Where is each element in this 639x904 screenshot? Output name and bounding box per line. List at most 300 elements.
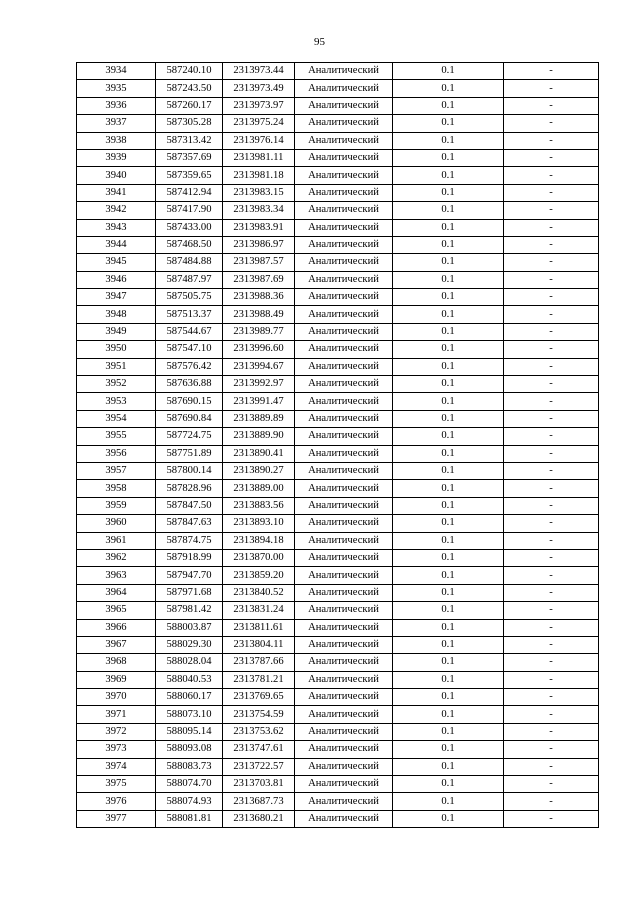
accuracy-cell: 0.1 xyxy=(393,776,504,793)
point-number-cell: 3950 xyxy=(77,341,156,358)
table-row xyxy=(77,358,599,375)
note-cell: - xyxy=(504,97,599,114)
point-number-cell: 3972 xyxy=(77,723,156,740)
accuracy-cell: 0.1 xyxy=(393,515,504,532)
note-cell: - xyxy=(504,776,599,793)
x-coordinate-cell: 587433.00 xyxy=(156,219,223,236)
accuracy-cell: 0.1 xyxy=(393,741,504,758)
point-number-cell: 3961 xyxy=(77,532,156,549)
y-coordinate-cell: 2313987.57 xyxy=(223,254,295,271)
x-coordinate-cell: 587243.50 xyxy=(156,80,223,97)
note-cell: - xyxy=(504,654,599,671)
accuracy-cell: 0.1 xyxy=(393,289,504,306)
x-coordinate-cell: 587971.68 xyxy=(156,584,223,601)
x-coordinate-cell: 588073.10 xyxy=(156,706,223,723)
point-number-cell: 3977 xyxy=(77,810,156,827)
point-number-cell: 3953 xyxy=(77,393,156,410)
point-number-cell: 3960 xyxy=(77,515,156,532)
method-cell: Аналитический xyxy=(295,758,393,775)
table-row xyxy=(77,184,599,201)
note-cell: - xyxy=(504,567,599,584)
method-cell: Аналитический xyxy=(295,602,393,619)
accuracy-cell: 0.1 xyxy=(393,393,504,410)
table-row xyxy=(77,567,599,584)
point-number-cell: 3969 xyxy=(77,671,156,688)
y-coordinate-cell: 2313811.61 xyxy=(223,619,295,636)
point-number-cell: 3946 xyxy=(77,271,156,288)
accuracy-cell: 0.1 xyxy=(393,758,504,775)
y-coordinate-cell: 2313973.97 xyxy=(223,97,295,114)
table-row xyxy=(77,480,599,497)
method-cell: Аналитический xyxy=(295,515,393,532)
method-cell: Аналитический xyxy=(295,619,393,636)
table-row xyxy=(77,63,599,80)
method-cell: Аналитический xyxy=(295,254,393,271)
x-coordinate-cell: 587513.37 xyxy=(156,306,223,323)
table-row xyxy=(77,167,599,184)
y-coordinate-cell: 2313840.52 xyxy=(223,584,295,601)
y-coordinate-cell: 2313889.90 xyxy=(223,428,295,445)
y-coordinate-cell: 2313986.97 xyxy=(223,236,295,253)
x-coordinate-cell: 587240.10 xyxy=(156,63,223,80)
note-cell: - xyxy=(504,149,599,166)
point-number-cell: 3951 xyxy=(77,358,156,375)
method-cell: Аналитический xyxy=(295,289,393,306)
table-row xyxy=(77,515,599,532)
y-coordinate-cell: 2313890.27 xyxy=(223,462,295,479)
method-cell: Аналитический xyxy=(295,97,393,114)
table-row xyxy=(77,723,599,740)
accuracy-cell: 0.1 xyxy=(393,202,504,219)
note-cell: - xyxy=(504,619,599,636)
note-cell: - xyxy=(504,271,599,288)
coordinates-table-body xyxy=(77,63,599,828)
x-coordinate-cell: 587576.42 xyxy=(156,358,223,375)
accuracy-cell: 0.1 xyxy=(393,358,504,375)
x-coordinate-cell: 588081.81 xyxy=(156,810,223,827)
y-coordinate-cell: 2313753.62 xyxy=(223,723,295,740)
note-cell: - xyxy=(504,376,599,393)
accuracy-cell: 0.1 xyxy=(393,462,504,479)
x-coordinate-cell: 587874.75 xyxy=(156,532,223,549)
table-row xyxy=(77,306,599,323)
table-row xyxy=(77,671,599,688)
point-number-cell: 3971 xyxy=(77,706,156,723)
accuracy-cell: 0.1 xyxy=(393,567,504,584)
method-cell: Аналитический xyxy=(295,115,393,132)
x-coordinate-cell: 587947.70 xyxy=(156,567,223,584)
y-coordinate-cell: 2313703.81 xyxy=(223,776,295,793)
point-number-cell: 3939 xyxy=(77,149,156,166)
accuracy-cell: 0.1 xyxy=(393,149,504,166)
method-cell: Аналитический xyxy=(295,584,393,601)
point-number-cell: 3966 xyxy=(77,619,156,636)
accuracy-cell: 0.1 xyxy=(393,341,504,358)
note-cell: - xyxy=(504,810,599,827)
x-coordinate-cell: 587690.15 xyxy=(156,393,223,410)
accuracy-cell: 0.1 xyxy=(393,254,504,271)
note-cell: - xyxy=(504,341,599,358)
accuracy-cell: 0.1 xyxy=(393,80,504,97)
y-coordinate-cell: 2313983.15 xyxy=(223,184,295,201)
note-cell: - xyxy=(504,254,599,271)
table-row xyxy=(77,549,599,566)
method-cell: Аналитический xyxy=(295,549,393,566)
table-row xyxy=(77,271,599,288)
accuracy-cell: 0.1 xyxy=(393,584,504,601)
table-row xyxy=(77,532,599,549)
point-number-cell: 3949 xyxy=(77,323,156,340)
y-coordinate-cell: 2313894.18 xyxy=(223,532,295,549)
point-number-cell: 3954 xyxy=(77,410,156,427)
y-coordinate-cell: 2313787.66 xyxy=(223,654,295,671)
point-number-cell: 3938 xyxy=(77,132,156,149)
accuracy-cell: 0.1 xyxy=(393,532,504,549)
x-coordinate-cell: 587724.75 xyxy=(156,428,223,445)
point-number-cell: 3941 xyxy=(77,184,156,201)
method-cell: Аналитический xyxy=(295,358,393,375)
note-cell: - xyxy=(504,480,599,497)
note-cell: - xyxy=(504,462,599,479)
accuracy-cell: 0.1 xyxy=(393,497,504,514)
y-coordinate-cell: 2313973.49 xyxy=(223,80,295,97)
table-row xyxy=(77,97,599,114)
x-coordinate-cell: 588074.70 xyxy=(156,776,223,793)
point-number-cell: 3975 xyxy=(77,776,156,793)
point-number-cell: 3956 xyxy=(77,445,156,462)
point-number-cell: 3965 xyxy=(77,602,156,619)
method-cell: Аналитический xyxy=(295,149,393,166)
accuracy-cell: 0.1 xyxy=(393,219,504,236)
method-cell: Аналитический xyxy=(295,532,393,549)
table-row xyxy=(77,289,599,306)
note-cell: - xyxy=(504,323,599,340)
y-coordinate-cell: 2313870.00 xyxy=(223,549,295,566)
method-cell: Аналитический xyxy=(295,271,393,288)
method-cell: Аналитический xyxy=(295,654,393,671)
table-row xyxy=(77,706,599,723)
method-cell: Аналитический xyxy=(295,341,393,358)
method-cell: Аналитический xyxy=(295,63,393,80)
table-row xyxy=(77,393,599,410)
accuracy-cell: 0.1 xyxy=(393,236,504,253)
x-coordinate-cell: 588060.17 xyxy=(156,689,223,706)
y-coordinate-cell: 2313890.41 xyxy=(223,445,295,462)
table-row xyxy=(77,323,599,340)
y-coordinate-cell: 2313996.60 xyxy=(223,341,295,358)
y-coordinate-cell: 2313754.59 xyxy=(223,706,295,723)
accuracy-cell: 0.1 xyxy=(393,654,504,671)
accuracy-cell: 0.1 xyxy=(393,810,504,827)
table-row xyxy=(77,602,599,619)
method-cell: Аналитический xyxy=(295,445,393,462)
y-coordinate-cell: 2313992.97 xyxy=(223,376,295,393)
method-cell: Аналитический xyxy=(295,776,393,793)
method-cell: Аналитический xyxy=(295,167,393,184)
x-coordinate-cell: 588028.04 xyxy=(156,654,223,671)
table-row xyxy=(77,810,599,827)
method-cell: Аналитический xyxy=(295,428,393,445)
note-cell: - xyxy=(504,80,599,97)
x-coordinate-cell: 587313.42 xyxy=(156,132,223,149)
method-cell: Аналитический xyxy=(295,323,393,340)
note-cell: - xyxy=(504,758,599,775)
x-coordinate-cell: 587800.14 xyxy=(156,462,223,479)
note-cell: - xyxy=(504,706,599,723)
method-cell: Аналитический xyxy=(295,80,393,97)
x-coordinate-cell: 587468.50 xyxy=(156,236,223,253)
x-coordinate-cell: 588003.87 xyxy=(156,619,223,636)
method-cell: Аналитический xyxy=(295,393,393,410)
point-number-cell: 3937 xyxy=(77,115,156,132)
y-coordinate-cell: 2313983.34 xyxy=(223,202,295,219)
point-number-cell: 3944 xyxy=(77,236,156,253)
table-row xyxy=(77,149,599,166)
method-cell: Аналитический xyxy=(295,184,393,201)
table-row xyxy=(77,376,599,393)
accuracy-cell: 0.1 xyxy=(393,549,504,566)
table-row xyxy=(77,758,599,775)
x-coordinate-cell: 588040.53 xyxy=(156,671,223,688)
accuracy-cell: 0.1 xyxy=(393,184,504,201)
point-number-cell: 3962 xyxy=(77,549,156,566)
point-number-cell: 3947 xyxy=(77,289,156,306)
y-coordinate-cell: 2313889.89 xyxy=(223,410,295,427)
accuracy-cell: 0.1 xyxy=(393,132,504,149)
point-number-cell: 3963 xyxy=(77,567,156,584)
coordinates-table xyxy=(76,62,599,828)
table-row xyxy=(77,219,599,236)
note-cell: - xyxy=(504,202,599,219)
accuracy-cell: 0.1 xyxy=(393,97,504,114)
table-row xyxy=(77,462,599,479)
accuracy-cell: 0.1 xyxy=(393,376,504,393)
method-cell: Аналитический xyxy=(295,706,393,723)
x-coordinate-cell: 587847.50 xyxy=(156,497,223,514)
x-coordinate-cell: 587544.67 xyxy=(156,323,223,340)
accuracy-cell: 0.1 xyxy=(393,706,504,723)
point-number-cell: 3940 xyxy=(77,167,156,184)
y-coordinate-cell: 2313889.00 xyxy=(223,480,295,497)
y-coordinate-cell: 2313983.91 xyxy=(223,219,295,236)
table-row xyxy=(77,236,599,253)
method-cell: Аналитический xyxy=(295,497,393,514)
x-coordinate-cell: 588083.73 xyxy=(156,758,223,775)
method-cell: Аналитический xyxy=(295,480,393,497)
table-row xyxy=(77,80,599,97)
point-number-cell: 3959 xyxy=(77,497,156,514)
method-cell: Аналитический xyxy=(295,306,393,323)
accuracy-cell: 0.1 xyxy=(393,271,504,288)
x-coordinate-cell: 588095.14 xyxy=(156,723,223,740)
x-coordinate-cell: 587357.69 xyxy=(156,149,223,166)
accuracy-cell: 0.1 xyxy=(393,689,504,706)
accuracy-cell: 0.1 xyxy=(393,428,504,445)
note-cell: - xyxy=(504,236,599,253)
x-coordinate-cell: 587505.75 xyxy=(156,289,223,306)
y-coordinate-cell: 2313680.21 xyxy=(223,810,295,827)
point-number-cell: 3973 xyxy=(77,741,156,758)
table-row xyxy=(77,497,599,514)
table-row xyxy=(77,741,599,758)
x-coordinate-cell: 587847.63 xyxy=(156,515,223,532)
table-row xyxy=(77,202,599,219)
table-row xyxy=(77,654,599,671)
y-coordinate-cell: 2313747.61 xyxy=(223,741,295,758)
y-coordinate-cell: 2313981.11 xyxy=(223,149,295,166)
x-coordinate-cell: 587412.94 xyxy=(156,184,223,201)
y-coordinate-cell: 2313883.56 xyxy=(223,497,295,514)
point-number-cell: 3964 xyxy=(77,584,156,601)
method-cell: Аналитический xyxy=(295,376,393,393)
method-cell: Аналитический xyxy=(295,671,393,688)
point-number-cell: 3942 xyxy=(77,202,156,219)
y-coordinate-cell: 2313981.18 xyxy=(223,167,295,184)
accuracy-cell: 0.1 xyxy=(393,445,504,462)
x-coordinate-cell: 587547.10 xyxy=(156,341,223,358)
note-cell: - xyxy=(504,671,599,688)
note-cell: - xyxy=(504,167,599,184)
method-cell: Аналитический xyxy=(295,567,393,584)
accuracy-cell: 0.1 xyxy=(393,602,504,619)
note-cell: - xyxy=(504,132,599,149)
note-cell: - xyxy=(504,741,599,758)
accuracy-cell: 0.1 xyxy=(393,323,504,340)
note-cell: - xyxy=(504,115,599,132)
method-cell: Аналитический xyxy=(295,741,393,758)
y-coordinate-cell: 2313893.10 xyxy=(223,515,295,532)
accuracy-cell: 0.1 xyxy=(393,115,504,132)
accuracy-cell: 0.1 xyxy=(393,63,504,80)
accuracy-cell: 0.1 xyxy=(393,306,504,323)
note-cell: - xyxy=(504,306,599,323)
method-cell: Аналитический xyxy=(295,132,393,149)
accuracy-cell: 0.1 xyxy=(393,671,504,688)
point-number-cell: 3976 xyxy=(77,793,156,810)
y-coordinate-cell: 2313988.36 xyxy=(223,289,295,306)
method-cell: Аналитический xyxy=(295,636,393,653)
table-row xyxy=(77,636,599,653)
accuracy-cell: 0.1 xyxy=(393,723,504,740)
point-number-cell: 3968 xyxy=(77,654,156,671)
x-coordinate-cell: 587690.84 xyxy=(156,410,223,427)
note-cell: - xyxy=(504,723,599,740)
y-coordinate-cell: 2313987.69 xyxy=(223,271,295,288)
y-coordinate-cell: 2313769.65 xyxy=(223,689,295,706)
table-row xyxy=(77,428,599,445)
note-cell: - xyxy=(504,602,599,619)
y-coordinate-cell: 2313994.67 xyxy=(223,358,295,375)
method-cell: Аналитический xyxy=(295,793,393,810)
x-coordinate-cell: 587751.89 xyxy=(156,445,223,462)
point-number-cell: 3934 xyxy=(77,63,156,80)
note-cell: - xyxy=(504,636,599,653)
accuracy-cell: 0.1 xyxy=(393,793,504,810)
table-row xyxy=(77,410,599,427)
note-cell: - xyxy=(504,428,599,445)
note-cell: - xyxy=(504,184,599,201)
x-coordinate-cell: 588093.08 xyxy=(156,741,223,758)
note-cell: - xyxy=(504,219,599,236)
method-cell: Аналитический xyxy=(295,219,393,236)
y-coordinate-cell: 2313804.11 xyxy=(223,636,295,653)
y-coordinate-cell: 2313722.57 xyxy=(223,758,295,775)
method-cell: Аналитический xyxy=(295,236,393,253)
x-coordinate-cell: 588074.93 xyxy=(156,793,223,810)
accuracy-cell: 0.1 xyxy=(393,619,504,636)
table-row xyxy=(77,341,599,358)
note-cell: - xyxy=(504,358,599,375)
note-cell: - xyxy=(504,515,599,532)
x-coordinate-cell: 587305.28 xyxy=(156,115,223,132)
note-cell: - xyxy=(504,584,599,601)
y-coordinate-cell: 2313973.44 xyxy=(223,63,295,80)
table-row xyxy=(77,445,599,462)
point-number-cell: 3957 xyxy=(77,462,156,479)
method-cell: Аналитический xyxy=(295,410,393,427)
y-coordinate-cell: 2313976.14 xyxy=(223,132,295,149)
point-number-cell: 3948 xyxy=(77,306,156,323)
accuracy-cell: 0.1 xyxy=(393,167,504,184)
point-number-cell: 3958 xyxy=(77,480,156,497)
method-cell: Аналитический xyxy=(295,810,393,827)
method-cell: Аналитический xyxy=(295,462,393,479)
accuracy-cell: 0.1 xyxy=(393,480,504,497)
point-number-cell: 3945 xyxy=(77,254,156,271)
x-coordinate-cell: 587918.99 xyxy=(156,549,223,566)
note-cell: - xyxy=(504,549,599,566)
table-row xyxy=(77,132,599,149)
accuracy-cell: 0.1 xyxy=(393,636,504,653)
method-cell: Аналитический xyxy=(295,202,393,219)
note-cell: - xyxy=(504,532,599,549)
note-cell: - xyxy=(504,497,599,514)
note-cell: - xyxy=(504,410,599,427)
table-row xyxy=(77,689,599,706)
y-coordinate-cell: 2313991.47 xyxy=(223,393,295,410)
x-coordinate-cell: 587484.88 xyxy=(156,254,223,271)
table-row xyxy=(77,115,599,132)
x-coordinate-cell: 587636.88 xyxy=(156,376,223,393)
note-cell: - xyxy=(504,793,599,810)
method-cell: Аналитический xyxy=(295,689,393,706)
y-coordinate-cell: 2313989.77 xyxy=(223,323,295,340)
x-coordinate-cell: 587487.97 xyxy=(156,271,223,288)
point-number-cell: 3967 xyxy=(77,636,156,653)
note-cell: - xyxy=(504,689,599,706)
point-number-cell: 3955 xyxy=(77,428,156,445)
y-coordinate-cell: 2313687.73 xyxy=(223,793,295,810)
point-number-cell: 3935 xyxy=(77,80,156,97)
y-coordinate-cell: 2313988.49 xyxy=(223,306,295,323)
point-number-cell: 3974 xyxy=(77,758,156,775)
point-number-cell: 3952 xyxy=(77,376,156,393)
table-row xyxy=(77,254,599,271)
method-cell: Аналитический xyxy=(295,723,393,740)
x-coordinate-cell: 587260.17 xyxy=(156,97,223,114)
x-coordinate-cell: 587981.42 xyxy=(156,602,223,619)
page-number: 95 xyxy=(314,36,325,48)
x-coordinate-cell: 587359.65 xyxy=(156,167,223,184)
y-coordinate-cell: 2313975.24 xyxy=(223,115,295,132)
point-number-cell: 3943 xyxy=(77,219,156,236)
y-coordinate-cell: 2313831.24 xyxy=(223,602,295,619)
point-number-cell: 3936 xyxy=(77,97,156,114)
table-row xyxy=(77,619,599,636)
note-cell: - xyxy=(504,445,599,462)
table-row xyxy=(77,776,599,793)
note-cell: - xyxy=(504,63,599,80)
